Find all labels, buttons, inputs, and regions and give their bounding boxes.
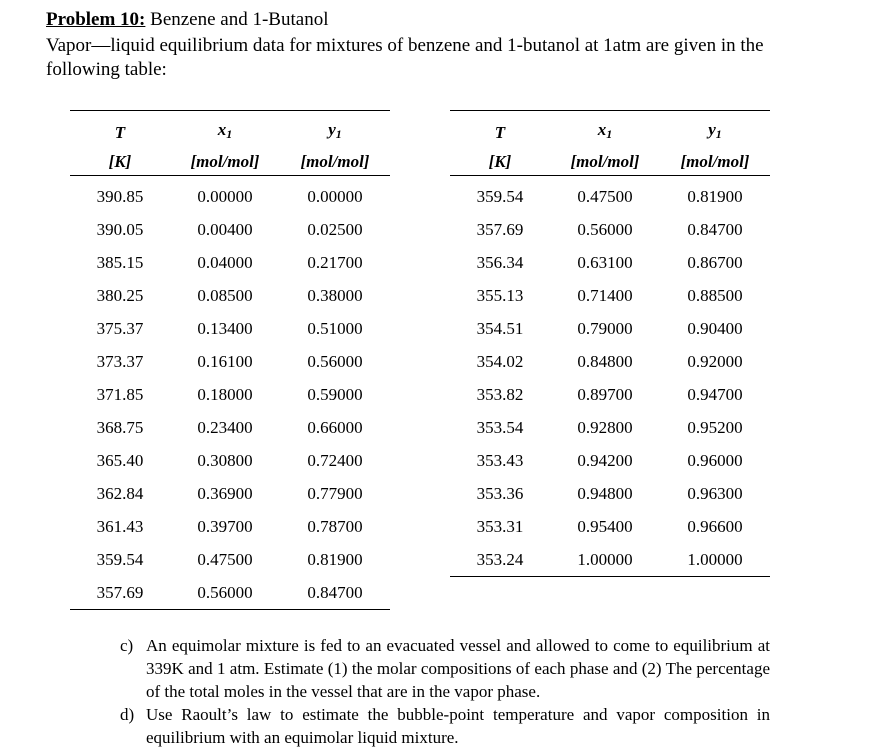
x1-cell: 0.56000	[577, 220, 633, 239]
table-body-right	[450, 176, 770, 577]
temperature-cell: 353.54	[476, 418, 524, 437]
table-row	[450, 345, 770, 378]
y1-cell: 0.96300	[687, 484, 743, 503]
temperature-cell: 359.54	[476, 187, 524, 206]
table-row	[70, 411, 390, 444]
temperature-cell: 371.85	[96, 385, 144, 404]
temperature-cell: 353.82	[476, 385, 524, 404]
x1-cell: 0.13400	[197, 319, 253, 338]
question-letter: c)	[120, 636, 134, 655]
table-row	[450, 312, 770, 345]
x1-cell: 0.30800	[197, 451, 253, 470]
header-x1: $x_1$	[597, 120, 613, 141]
y1-cell: 0.84700	[307, 583, 363, 602]
y1-cell: 0.84700	[687, 220, 743, 239]
problem-name: Benzene and 1-Butanol	[150, 9, 329, 30]
x1-cell: 0.56000	[197, 583, 253, 602]
header-temperature-unit: [K]	[488, 152, 512, 171]
header-y1-unit: [mol/mol]	[300, 152, 370, 171]
table-row	[70, 477, 390, 510]
header-temperature: T	[494, 122, 506, 142]
temperature-cell: 354.51	[476, 319, 524, 338]
temperature-cell: 362.84	[96, 484, 144, 503]
table-row	[70, 246, 390, 279]
y1-cell: 0.78700	[307, 517, 363, 536]
y1-cell: 0.00000	[307, 187, 363, 206]
y1-cell: 0.81900	[307, 550, 363, 569]
x1-cell: 0.39700	[197, 517, 253, 536]
question-list	[120, 634, 770, 749]
problem-title	[46, 8, 328, 32]
y1-cell: 1.00000	[687, 550, 743, 569]
temperature-cell: 373.37	[96, 352, 144, 371]
x1-cell: 0.79000	[577, 319, 633, 338]
table-row	[450, 543, 770, 577]
x1-cell: 0.47500	[577, 187, 633, 206]
x1-cell: 0.94200	[577, 451, 633, 470]
x1-cell: 1.00000	[577, 550, 633, 569]
header-y1-unit: [mol/mol]	[680, 152, 750, 171]
y1-cell: 0.38000	[307, 286, 363, 305]
temperature-cell: 355.13	[476, 286, 524, 305]
temperature-cell: 368.75	[96, 418, 144, 437]
vle-table-right	[450, 110, 770, 577]
question-text: An equimolar mixture is fed to an evacuated vessel and allowed to come to equilibrium at 339K and 1 atm. Estimate (1) the molar compositions of each phase and (2) The percentage of the total moles in the vessel that are in the vapor phase.	[146, 636, 770, 701]
temperature-cell: 380.25	[96, 286, 144, 305]
x1-cell: 0.71400	[577, 286, 633, 305]
header-temperature: T	[114, 122, 126, 142]
header-x1: $x_1$	[217, 120, 233, 141]
temperature-cell: 353.36	[476, 484, 524, 503]
y1-cell: 0.95200	[687, 418, 743, 437]
intro-line-2: following table:	[46, 59, 167, 80]
temperature-cell: 353.31	[476, 517, 524, 536]
y1-cell: 0.72400	[307, 451, 363, 470]
header-y1: $y_1$	[328, 120, 342, 141]
y1-cell: 0.56000	[307, 352, 363, 371]
temperature-cell: 365.40	[96, 451, 144, 470]
table-row	[70, 378, 390, 411]
vle-table-left	[70, 110, 390, 610]
question-c	[120, 634, 770, 703]
temperature-cell: 353.24	[476, 550, 524, 569]
table-row	[450, 378, 770, 411]
y1-cell: 0.66000	[307, 418, 363, 437]
temperature-cell: 357.69	[96, 583, 144, 602]
temperature-cell: 359.54	[96, 550, 144, 569]
question-d	[120, 703, 770, 749]
y1-cell: 0.81900	[687, 187, 743, 206]
x1-cell: 0.18000	[197, 385, 253, 404]
table-row	[70, 279, 390, 312]
temperature-cell: 353.43	[476, 451, 524, 470]
x1-cell: 0.95400	[577, 517, 633, 536]
temperature-cell: 356.34	[476, 253, 524, 272]
temperature-cell: 385.15	[96, 253, 144, 272]
x1-cell: 0.89700	[577, 385, 633, 404]
table-row	[70, 543, 390, 576]
intro-paragraph	[46, 34, 846, 82]
header-x1-unit: [mol/mol]	[570, 152, 640, 171]
table-row	[70, 312, 390, 345]
y1-cell: 0.51000	[307, 319, 363, 338]
x1-cell: 0.84800	[577, 352, 633, 371]
temperature-cell: 390.85	[96, 187, 144, 206]
intro-line-1: Vapor—liquid equilibrium data for mixtures of benzene and 1-butanol at 1atm are given in the	[46, 35, 764, 56]
table-row	[450, 279, 770, 312]
table-row	[70, 213, 390, 246]
x1-cell: 0.04000	[197, 253, 253, 272]
y1-cell: 0.86700	[687, 253, 743, 272]
y1-cell: 0.59000	[307, 385, 363, 404]
temperature-cell: 354.02	[476, 352, 524, 371]
y1-cell: 0.96600	[687, 517, 743, 536]
header-y1: $y_1$	[708, 120, 722, 141]
table-row	[450, 477, 770, 510]
header-x1-unit: [mol/mol]	[190, 152, 260, 171]
table-row	[70, 444, 390, 477]
x1-cell: 0.08500	[197, 286, 253, 305]
x1-cell: 0.00000	[197, 187, 253, 206]
x1-cell: 0.63100	[577, 253, 633, 272]
table-row	[450, 510, 770, 543]
table-row	[70, 176, 390, 214]
y1-cell: 0.94700	[687, 385, 743, 404]
problem-label: Problem 10:	[46, 9, 146, 30]
table-row	[450, 444, 770, 477]
x1-cell: 0.47500	[197, 550, 253, 569]
header-temperature-unit: [K]	[108, 152, 132, 171]
y1-cell: 0.90400	[687, 319, 743, 338]
table-row	[450, 213, 770, 246]
table-row	[70, 345, 390, 378]
question-text: Use Raoult’s law to estimate the bubble-point temperature and vapor composition in equilibrium with an equimolar liquid mixture.	[146, 705, 770, 747]
question-letter: d)	[120, 705, 135, 724]
x1-cell: 0.36900	[197, 484, 253, 503]
y1-cell: 0.92000	[687, 352, 743, 371]
table-body-left	[70, 176, 390, 610]
y1-cell: 0.96000	[687, 451, 743, 470]
y1-cell: 0.02500	[307, 220, 363, 239]
x1-cell: 0.16100	[197, 352, 253, 371]
y1-cell: 0.77900	[307, 484, 363, 503]
temperature-cell: 390.05	[96, 220, 144, 239]
y1-cell: 0.88500	[687, 286, 743, 305]
x1-cell: 0.94800	[577, 484, 633, 503]
table-row	[450, 246, 770, 279]
table-row	[450, 176, 770, 214]
table-row	[70, 510, 390, 543]
temperature-cell: 375.37	[96, 319, 144, 338]
x1-cell: 0.00400	[197, 220, 253, 239]
table-row	[70, 576, 390, 610]
table-row	[450, 411, 770, 444]
x1-cell: 0.23400	[197, 418, 253, 437]
temperature-cell: 361.43	[96, 517, 144, 536]
y1-cell: 0.21700	[307, 253, 363, 272]
temperature-cell: 357.69	[476, 220, 524, 239]
x1-cell: 0.92800	[577, 418, 633, 437]
